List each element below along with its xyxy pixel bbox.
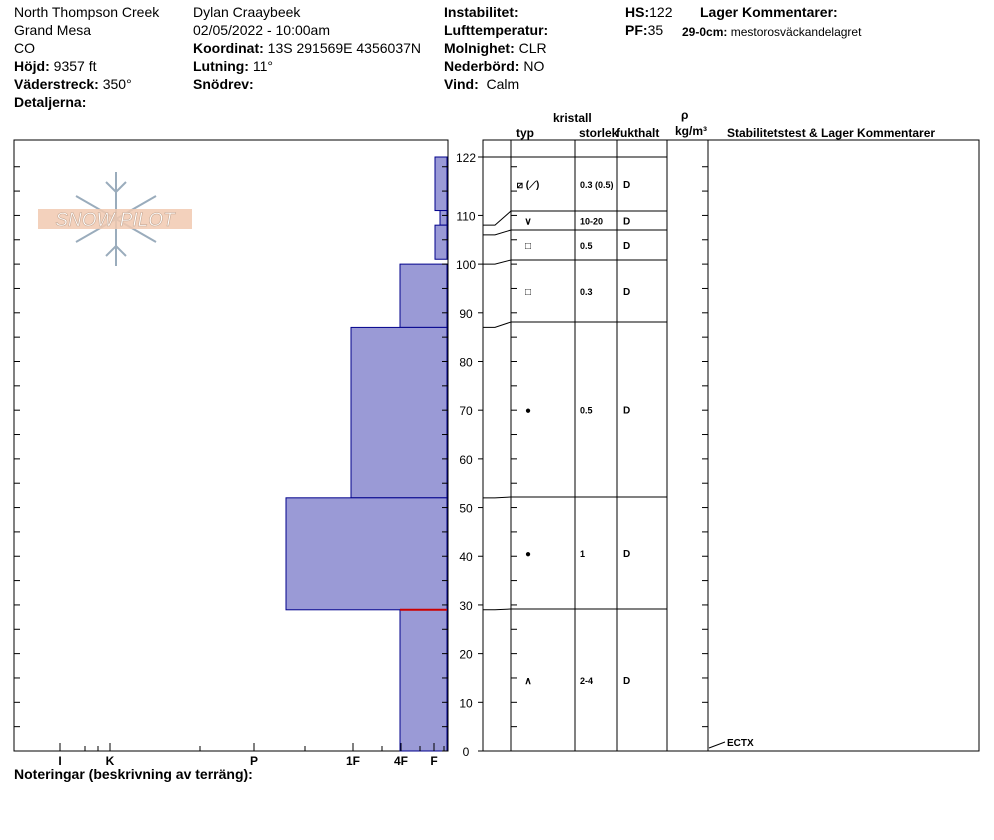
hs-value: 122: [649, 4, 673, 20]
air-temperature-label: Lufttemperatur:: [444, 22, 549, 38]
depth-tick-label: 10: [459, 696, 473, 711]
depth-tick-label: 30: [459, 598, 473, 613]
hardness-bar: [286, 498, 447, 610]
instability-label: Instabilitet:: [444, 4, 519, 20]
moisture-value: D: [623, 216, 631, 228]
hardness-tick-label: 1F: [345, 754, 361, 768]
aspect-label: Väderstreck:: [14, 76, 99, 92]
depth-tick-label: 110: [456, 209, 476, 224]
observer-name: Dylan Craaybeek: [193, 4, 301, 20]
grain-type-symbol: ∨: [524, 216, 532, 228]
moisture-value: D: [623, 405, 631, 417]
coordinate-value: 13S 291569E 4356037N: [267, 40, 422, 56]
depth-tick-label: 20: [459, 647, 473, 662]
precip-value: NO: [523, 58, 545, 74]
stability-header: Stabilitetstest & Lager Kommentarer: [727, 126, 936, 140]
logo-text: SNOW PILOT: [55, 210, 175, 231]
grain-size-value: 2-4: [580, 676, 594, 686]
layer-comments-label: Lager Kommentarer:: [700, 4, 838, 20]
snowpilot-logo: [38, 172, 192, 266]
moisture-value: D: [623, 287, 631, 298]
grain-type-symbol: ●: [524, 405, 532, 417]
depth-tick-label: 40: [459, 550, 473, 565]
layer-comment-range: 29-0cm:: [682, 25, 728, 39]
moisture-value: D: [623, 180, 631, 191]
hardness-layers: [286, 157, 447, 751]
state-name: CO: [14, 40, 35, 56]
slope-label: Lutning:: [193, 58, 249, 74]
hardness-bar: [440, 211, 447, 226]
wind-value: Calm: [486, 76, 520, 92]
stability-tests: [709, 738, 754, 749]
moisture-value: D: [623, 549, 631, 560]
hardness-tick-label: 4F: [393, 754, 409, 768]
pf-label: PF:: [625, 22, 648, 38]
depth-tick-label: 60: [459, 452, 473, 467]
slope-value: 11°: [252, 58, 274, 74]
precip-label: Nederbörd:: [444, 58, 520, 74]
grain-size-value: 10-20: [580, 216, 604, 227]
hardness-tick-label: P: [249, 754, 259, 768]
wind-label: Vind:: [444, 76, 479, 92]
elevation-label: Höjd:: [14, 58, 50, 74]
grain-type-symbol: ●: [524, 549, 532, 560]
grain-size-value: 0.5: [580, 241, 593, 251]
layer-table-frame: [483, 140, 979, 751]
grain-size-value: 1: [580, 549, 586, 559]
depth-tick-label: 90: [459, 306, 473, 321]
grain-type-symbol: □: [524, 287, 532, 298]
cloud-value: CLR: [518, 40, 547, 56]
hardness-bar: [435, 157, 447, 211]
density-unit-header: kg/m³: [675, 124, 708, 138]
location-name: North Thompson Creek: [14, 4, 160, 20]
aspect-value: 350°: [102, 76, 132, 92]
elevation-value: 9357 ft: [53, 58, 97, 74]
moisture-value: D: [623, 676, 631, 687]
moisture-header: fukthalt: [616, 126, 660, 140]
depth-tick-label: 80: [459, 355, 473, 370]
depth-tick-label: 0: [462, 745, 470, 759]
drift-label: Snödrev:: [193, 76, 254, 92]
depth-tick-label: 100: [455, 258, 477, 273]
crystal-header: kristall: [553, 111, 592, 125]
observation-datetime: 02/05/2022 - 10:00am: [193, 22, 330, 38]
depth-tick-label: 50: [459, 501, 473, 516]
density-rho-header: ρ: [681, 108, 689, 122]
depth-tick-label: 122: [455, 151, 477, 165]
hardness-bar: [435, 225, 447, 259]
grain-size-value: 0.3 (0.5): [580, 180, 614, 190]
hardness-tick-label: F: [430, 754, 438, 768]
hardness-axis: [58, 743, 444, 768]
terrain-notes-label: Noteringar (beskrivning av terräng):: [14, 766, 253, 782]
hardness-bar: [400, 264, 447, 327]
hardness-bar: [400, 610, 447, 751]
details-label: Detaljerna:: [14, 94, 87, 110]
depth-tick-label: 70: [459, 404, 473, 419]
stability-test-pointer: [709, 742, 725, 748]
cloud-label: Molnighet:: [444, 40, 515, 56]
hardness-bar: [351, 327, 447, 497]
pf-value: 35: [647, 22, 664, 38]
moisture-value: D: [623, 241, 631, 252]
stability-test-label: ECTX: [727, 738, 754, 749]
grain-size-value: 0.3: [580, 287, 593, 297]
type-header: typ: [516, 126, 534, 140]
layer-comment-text: mestorosväckandelagret: [730, 25, 862, 39]
hardness-tick-label: I: [58, 754, 62, 768]
grain-size-value: 0.5: [580, 405, 593, 416]
grain-type-symbol: □: [524, 241, 532, 252]
size-header: storlek: [579, 126, 619, 140]
grain-type-symbol: ⧄ (⟋): [516, 180, 540, 191]
range-name: Grand Mesa: [14, 22, 92, 38]
hardness-tick-label: K: [105, 754, 115, 768]
grain-type-symbol: ∧: [524, 676, 532, 687]
coordinate-label: Koordinat:: [193, 40, 264, 56]
hs-label: HS:: [625, 4, 650, 20]
